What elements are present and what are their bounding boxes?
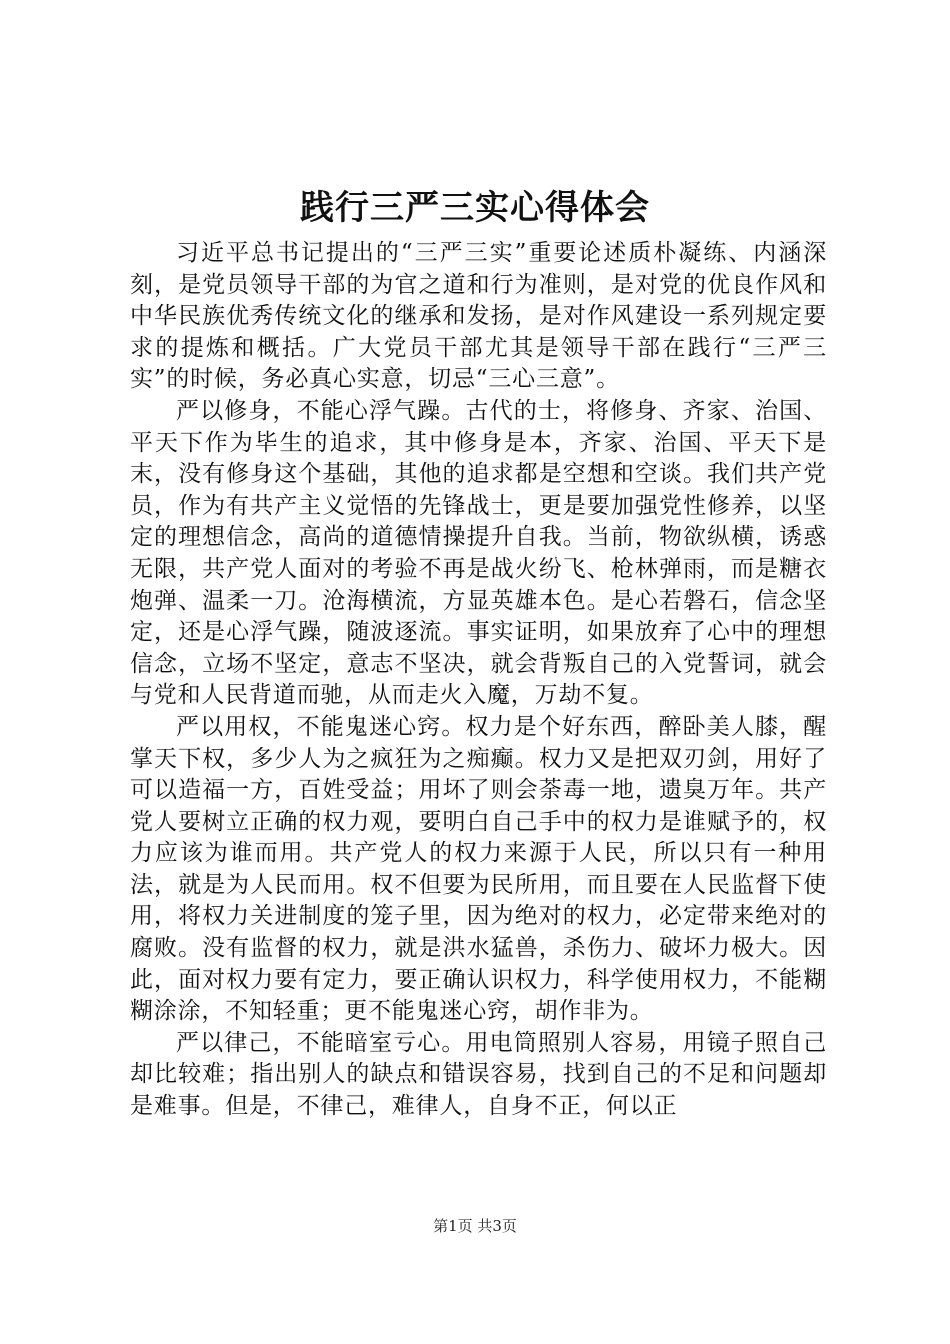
paragraph-use-of-power: 严以用权，不能鬼迷心窍。权力是个好东西，醉卧美人膝，醒掌天下权，多少人为之疯狂为之痴癫。权力又是把双刃剑，用好了可以造福一方，百姓受益；用坏了则会荼毒一地，遗臭万年。共产党人要树立正确的权力观，要明白自己手中的权力是谁赋予的，权力应该为谁而用。共产党人的权力来源于人民，所以只有一种用法，就是为人民而用。权不但要为民所用，而且要在人民监督下使用，将权力关进制度的笼子里，因为绝对的权力，必定带来绝对的腐败。没有监督的权力，就是洪水猛兽，杀伤力、破坏力极大。因此，面对权力要有定力，要正确认识权力，科学使用权力，不能糊糊涂涂，不知轻重；更不能鬼迷心窍，胡作非为。 <box>130 713 827 1025</box>
paragraph-self-discipline: 严以律己，不能暗室亏心。用电筒照别人容易，用镜子照自己却比较难；指出别人的缺点和错误容易，找到自己的不足和问题却是难事。但是，不律己，难律人，自身不正，何以正 <box>130 1029 827 1120</box>
paragraph-intro: 习近平总书记提出的“三严三实”重要论述质朴凝练、内涵深刻，是党员领导干部的为官之道和行为准则，是对党的优良作风和中华民族优秀传统文化的继承和发扬，是对作风建设一系列规定要求的提炼和概括。广大党员干部尤其是领导干部在践行“三严三实”的时候，务必真心实意，切忌“三心三意”。 <box>130 240 827 393</box>
paragraph-self-cultivation: 严以修身，不能心浮气躁。古代的士，将修身、齐家、治国、平天下作为毕生的追求，其中修身是本，齐家、治国、平天下是末，没有修身这个基础，其他的追求都是空想和空谈。我们共产党员，作为有共产主义觉悟的先锋战士，更是要加强党性修养，以坚定的理想信念，高尚的道德情操提升自我。当前，物欲纵横，诱惑无限，共产党人面对的考验不再是战火纷飞、枪林弹雨，而是糖衣炮弹、温柔一刀。沧海横流，方显英雄本色。是心若磐石，信念坚定，还是心浮气躁，随波逐流。事实证明，如果放弃了心中的理想信念，立场不坚定，意志不坚决，就会背叛自己的入党誓词，就会与党和人民背道而驰，从而走火入魔，万劫不复。 <box>130 397 827 709</box>
page-footer: 第1页 共3页 <box>433 1217 517 1235</box>
document-body <box>130 238 827 1123</box>
document-title: 践行三严三实心得体会 <box>300 188 650 228</box>
